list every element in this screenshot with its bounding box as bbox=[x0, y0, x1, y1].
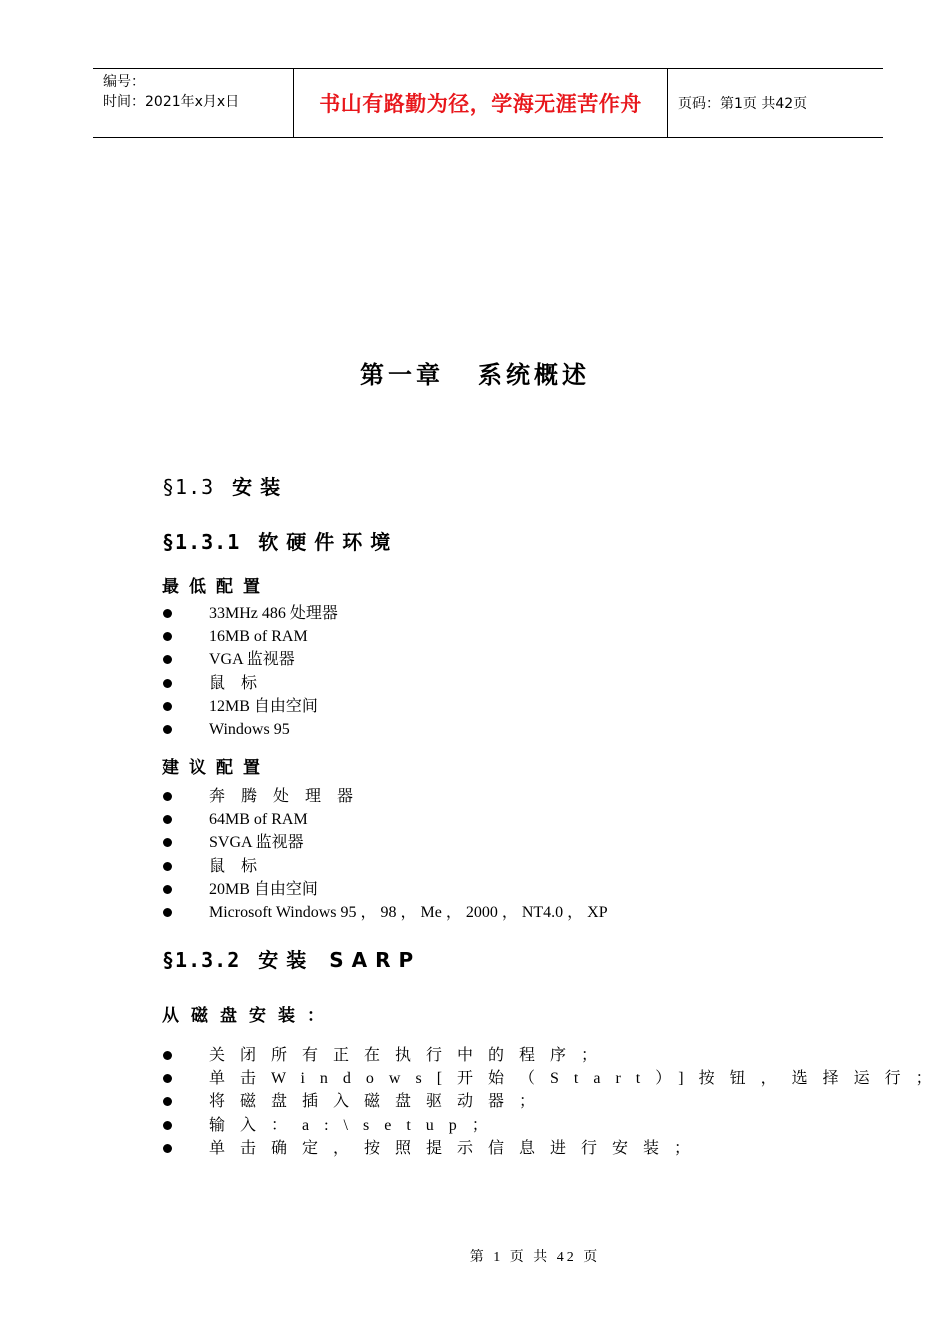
bullet-icon bbox=[163, 885, 172, 894]
chapter-title bbox=[0, 355, 950, 390]
bullet-icon bbox=[163, 1051, 172, 1060]
time-label: 时间：2021年x月x日 bbox=[103, 94, 240, 110]
bullet-icon bbox=[163, 862, 172, 871]
bullet-icon bbox=[163, 838, 172, 847]
recommended-config-heading: 建议配置 bbox=[162, 758, 270, 778]
page-footer: 第 1 页 共 42 页 bbox=[469, 1250, 601, 1265]
recommended-config-list bbox=[162, 785, 608, 924]
bullet-icon bbox=[163, 609, 172, 618]
minimum-config-list bbox=[162, 602, 338, 741]
list-item: 单击确定，按照提示信息进行安装； bbox=[162, 1137, 947, 1160]
bullet-icon bbox=[163, 815, 172, 824]
header-page-cell bbox=[668, 69, 883, 137]
section-title: 安装 SARP bbox=[258, 948, 422, 972]
list-item: 20MB 自由空间 bbox=[162, 878, 608, 901]
list-item: 关闭所有正在执行中的程序； bbox=[162, 1044, 947, 1067]
list-item: 单击Windows[开始（Start）]按钮，选择运行； bbox=[162, 1067, 947, 1090]
section-title: 安装 bbox=[232, 475, 289, 499]
section-number: §1.3.1 bbox=[162, 530, 241, 554]
bullet-icon bbox=[163, 908, 172, 917]
list-item: 输入：a:\setup； bbox=[162, 1114, 947, 1137]
list-item: 16MB of RAM bbox=[162, 625, 338, 648]
section-heading-install bbox=[162, 471, 288, 500]
chapter-number: 第一章 bbox=[360, 361, 444, 389]
section-title: 软硬件环境 bbox=[258, 530, 399, 554]
section-number: §1.3 bbox=[162, 475, 215, 499]
disk-install-steps bbox=[162, 1044, 947, 1160]
page-info: 页码：第1页 共42页 bbox=[678, 96, 808, 112]
list-item: 奔腾处理器 bbox=[162, 785, 608, 808]
section-heading-environment bbox=[162, 526, 398, 555]
list-item: Windows 95 bbox=[162, 718, 338, 741]
bullet-icon bbox=[163, 1097, 172, 1106]
list-item: VGA 监视器 bbox=[162, 648, 338, 671]
motto: 书山有路勤为径，学海无涯苦作舟 bbox=[319, 92, 642, 116]
list-item: Microsoft Windows 95 ， 98 ， Me ， 2000 ， NT4.0 ， XP bbox=[162, 901, 608, 924]
list-item: SVGA 监视器 bbox=[162, 831, 608, 854]
chapter-name: 系统概述 bbox=[478, 361, 590, 389]
disk-install-heading: 从磁盘安装： bbox=[162, 1006, 336, 1026]
document-header bbox=[93, 68, 883, 138]
bullet-icon bbox=[163, 655, 172, 664]
bullet-icon bbox=[163, 632, 172, 641]
list-item: 12MB 自由空间 bbox=[162, 695, 338, 718]
bullet-icon bbox=[163, 1144, 172, 1153]
header-meta bbox=[93, 69, 294, 137]
bullet-icon bbox=[163, 702, 172, 711]
section-number: §1.3.2 bbox=[162, 948, 241, 972]
section-heading-sarp bbox=[162, 944, 421, 973]
bullet-icon bbox=[163, 1121, 172, 1130]
bullet-icon bbox=[163, 1074, 172, 1083]
list-item: 鼠标 bbox=[162, 672, 338, 695]
bullet-icon bbox=[163, 792, 172, 801]
list-item: 鼠标 bbox=[162, 855, 608, 878]
header-motto-cell bbox=[294, 69, 668, 137]
list-item: 64MB of RAM bbox=[162, 808, 608, 831]
minimum-config-heading: 最低配置 bbox=[162, 577, 270, 597]
bullet-icon bbox=[163, 725, 172, 734]
number-label: 编号： bbox=[103, 74, 145, 90]
list-item: 33MHz 486 处理器 bbox=[162, 602, 338, 625]
list-item: 将磁盘插入磁盘驱动器； bbox=[162, 1090, 947, 1113]
bullet-icon bbox=[163, 679, 172, 688]
